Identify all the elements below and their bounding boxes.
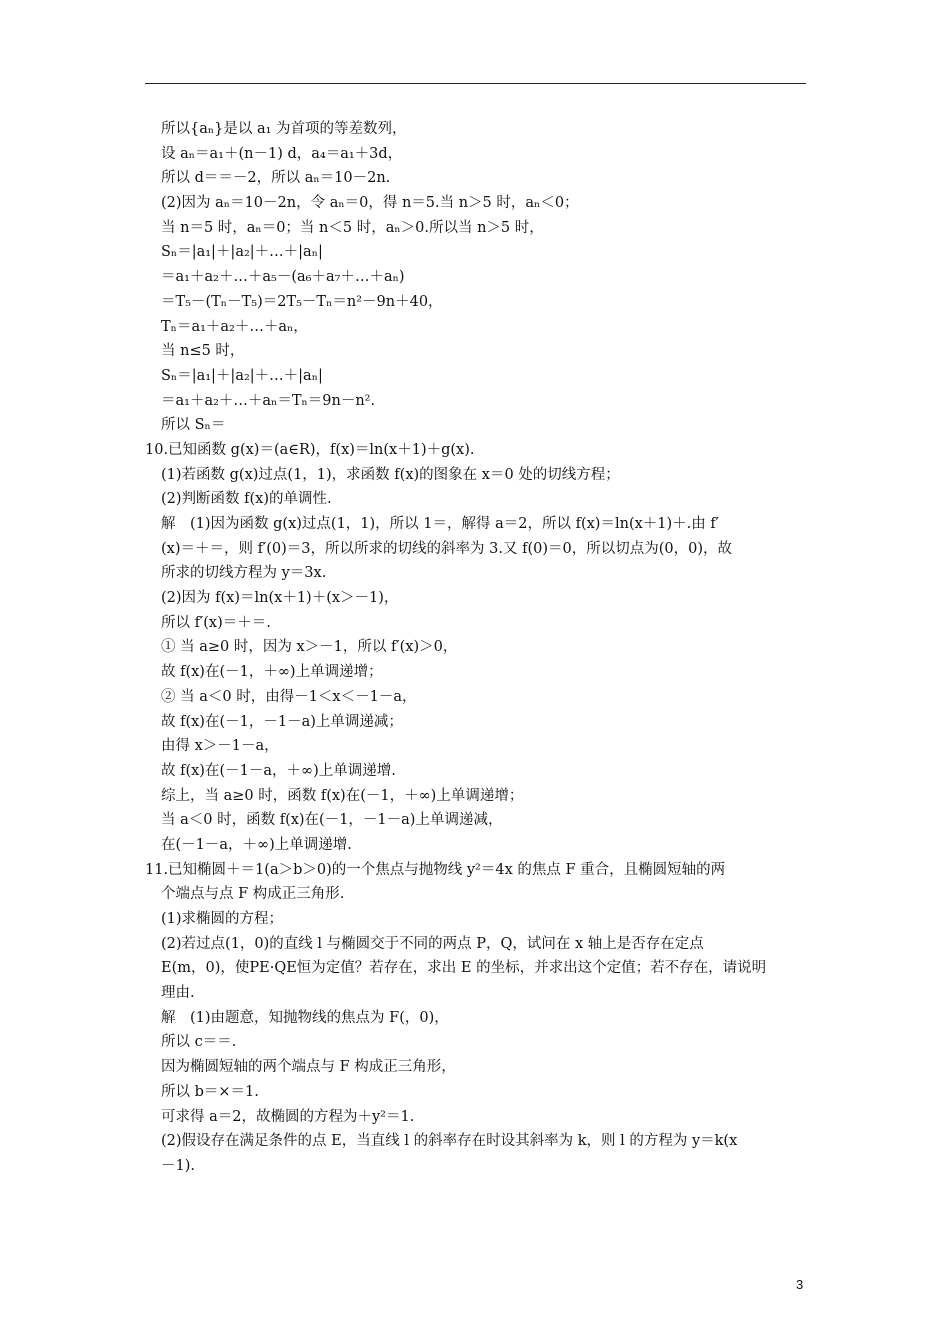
- text-line: 10.已知函数 g(x)＝(a∈R)，f(x)＝ln(x＋1)＋g(x).: [145, 441, 475, 458]
- text-line: 设 aₙ＝a₁＋(n－1) d，a₄＝a₁＋3d，: [161, 145, 403, 162]
- text-line: 因为椭圆短轴的两个端点与 F 构成正三角形，: [161, 1059, 456, 1076]
- text-line: 故 f(x)在(－1－a，＋∞)上单调递增.: [161, 762, 396, 779]
- document-body: [145, 117, 817, 1179]
- text-line: (1)求椭圆的方程；: [161, 911, 284, 927]
- text-line: (2)若过点(1，0)的直线 l 与椭圆交于不同的两点 P，Q，试问在 x 轴上是否存在定点: [161, 935, 704, 952]
- text-line: ＝T₅－(Tₙ－T₅)＝2T₅－Tₙ＝n²－9n＋40，: [161, 293, 443, 310]
- text-line: 在(－1－a，＋∞)上单调递增.: [161, 836, 352, 853]
- text-line: 个端点与点 F 构成正三角形.: [161, 886, 345, 903]
- text-line: (1)若函数 g(x)过点(1，1)，求函数 f(x)的图象在 x＝0 处的切线方程；: [161, 466, 620, 483]
- text-line: 故 f(x)在(－1，＋∞)上单调递增；: [161, 664, 383, 681]
- text-line: ② 当 a＜0 时，由得－1＜x＜－1－a，: [161, 688, 417, 705]
- text-line: (2)因为 aₙ＝10－2n，令 aₙ＝0，得 n＝5.当 n＞5 时，aₙ＜0；: [161, 195, 579, 212]
- text-line: 综上，当 a≥0 时，函数 f(x)在(－1，＋∞)上单调递增；: [161, 787, 524, 804]
- text-line: (2)因为 f(x)＝ln(x＋1)＋(x＞－1)，: [161, 590, 399, 607]
- text-line: 11.已知椭圆＋＝1(a＞b＞0)的一个焦点与抛物线 y²＝4x 的焦点 F 重合，且椭圆短轴的两: [145, 861, 726, 878]
- text-line: Sₙ＝|a₁|＋|a₂|＋…＋|aₙ|: [161, 244, 323, 261]
- text-line: ① 当 a≥0 时，因为 x＞－1，所以 f′(x)＞0，: [161, 639, 458, 656]
- text-line: E(m，0)，使PE·QE恒为定值？若存在，求出 E 的坐标，并求出这个定值；若不存在，请说明: [161, 960, 767, 977]
- header-rule: [145, 83, 806, 84]
- text-line: (2)判断函数 f(x)的单调性.: [161, 491, 332, 508]
- text-line: 理由.: [161, 985, 195, 1002]
- text-line: 当 n＝5 时，aₙ＝0；当 n＜5 时，aₙ＞0.所以当 n＞5 时，: [161, 219, 544, 236]
- text-line: (2)假设存在满足条件的点 E，当直线 l 的斜率存在时设其斜率为 k，则 l 的方程为 y＝k(x: [161, 1133, 738, 1150]
- text-line: (x)＝＋＝，则 f′(0)＝3，所以所求的切线的斜率为 3.又 f(0)＝0，所以切点为(0，0)，故: [161, 540, 732, 557]
- text-line: 解 (1)由题意，知抛物线的焦点为 F(，0)，: [161, 1009, 449, 1026]
- text-line: 所求的切线方程为 y＝3x.: [161, 565, 327, 582]
- text-line: 故 f(x)在(－1，－1－a)上单调递减；: [161, 713, 403, 730]
- text-line: －1).: [161, 1157, 195, 1174]
- text-line: Sₙ＝|a₁|＋|a₂|＋…＋|aₙ|: [161, 367, 323, 384]
- text-line: 所以 b＝×＝1.: [161, 1083, 259, 1100]
- text-line: 所以 f′(x)＝＋＝.: [161, 614, 271, 631]
- text-line: 当 a＜0 时，函数 f(x)在(－1，－1－a)上单调递减，: [161, 812, 503, 829]
- text-line: ＝a₁＋a₂＋…＋a₅－(a₆＋a₇＋…＋aₙ): [161, 269, 405, 286]
- text-line: 所以{aₙ}是以 a₁ 为首项的等差数列，: [161, 121, 407, 137]
- page-number: 3: [796, 1277, 804, 1292]
- text-line: 所以 Sₙ＝: [161, 417, 226, 434]
- text-line: 由得 x＞－1－a，: [161, 738, 279, 755]
- text-line: ＝a₁＋a₂＋…＋aₙ＝Tₙ＝9n－n².: [161, 392, 376, 409]
- text-line: 所以 c＝＝.: [161, 1034, 237, 1051]
- text-line: 所以 d＝＝－2，所以 aₙ＝10－2n.: [161, 170, 391, 187]
- text-line: 当 n≤5 时，: [161, 343, 245, 360]
- text-line: Tₙ＝a₁＋a₂＋…＋aₙ，: [161, 318, 308, 335]
- text-line: 可求得 a＝2，故椭圆的方程为＋y²＝1.: [161, 1108, 415, 1125]
- text-line: 解 (1)因为函数 g(x)过点(1，1)，所以 1＝，解得 a＝2，所以 f(x)＝ln(x＋1)＋.由 f′: [161, 516, 720, 532]
